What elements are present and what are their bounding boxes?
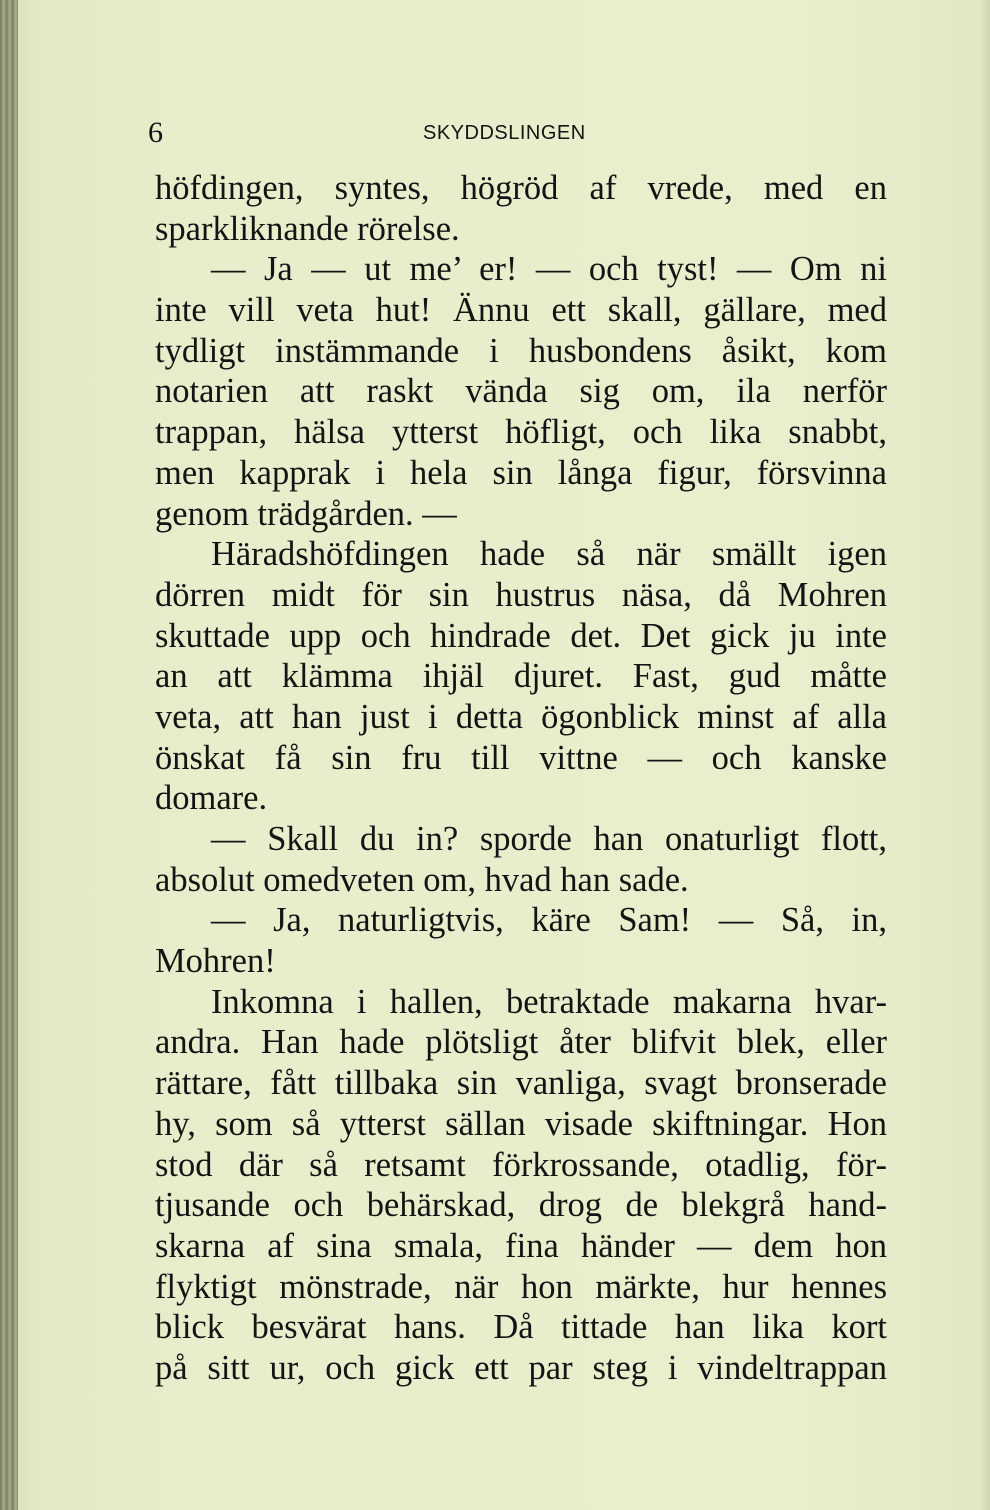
text-line: Mohren! <box>155 942 276 981</box>
text-line: trappan, hälsa ytterst höfligt, och lika snabbt, <box>155 413 887 452</box>
text-line: stod där så retsamt förkrossande, otadlig, för- <box>155 1145 887 1184</box>
text-line: andra. Han hade plötsligt åter blifvit blek, eller <box>155 1023 887 1062</box>
text-line: skarna af sina smala, fina händer — dem hon <box>155 1226 887 1265</box>
text-line: hy, som så ytterst sällan visade skiftningar. Hon <box>155 1104 887 1143</box>
text-line: inte vill veta hut! Ännu ett skall, gällare, med <box>155 291 887 330</box>
page-header <box>148 112 888 152</box>
text-line: Häradshöfdingen hade så när smällt igen <box>211 535 887 574</box>
text-line: — Ja — ut me’ er! — och tyst! — Om ni <box>211 250 887 289</box>
text-line: domare. <box>155 779 268 818</box>
text-line: på sitt ur, och gick ett par steg i vindeltrappan <box>155 1348 887 1387</box>
text-line: absolut omedveten om, hvad han sade. <box>155 860 689 899</box>
book-binding-edge <box>0 0 18 1510</box>
running-title: SKYDDSLINGEN <box>423 122 586 144</box>
text-line: — Ja, naturligtvis, käre Sam! — Så, in, <box>211 901 887 940</box>
text-line: rättare, fått tillbaka sin vanliga, svagt bronserade <box>155 1064 887 1103</box>
page-number: 6 <box>148 116 163 149</box>
text-line: Inkomna i hallen, betraktade makarna hvar- <box>211 982 887 1021</box>
text-line: sparkliknande rörelse. <box>155 209 460 248</box>
text-line: tydligt instämmande i husbondens åsikt, kom <box>155 331 887 370</box>
text-line: veta, att han just i detta ögonblick minst af alla <box>155 697 887 736</box>
text-line: tjusande och behärskad, drog de blekgrå hand- <box>155 1186 887 1225</box>
text-line: an att klämma ihjäl djuret. Fast, gud måtte <box>155 657 887 696</box>
text-line: men kapprak i hela sin långa figur, försvinna <box>155 453 887 492</box>
text-line: genom trädgården. — <box>155 494 457 533</box>
text-line: skuttade upp och hindrade det. Det gick ju inte <box>155 616 887 655</box>
text-line: höfdingen, syntes, högröd af vrede, med en <box>155 169 887 207</box>
text-line: önskat få sin fru till vittne — och kanske <box>155 738 887 777</box>
text-line: notarien att raskt vända sig om, ila nerför <box>155 372 887 411</box>
text-line: flyktigt mönstrade, när hon märkte, hur hennes <box>155 1267 887 1306</box>
text-line: blick besvärat hans. Då tittade han lika kort <box>155 1308 887 1347</box>
text-line: — Skall du in? sporde han onaturligt flott, <box>211 820 887 858</box>
body-text <box>155 168 887 1389</box>
text-line: dörren midt för sin hustrus näsa, då Mohren <box>155 575 887 614</box>
